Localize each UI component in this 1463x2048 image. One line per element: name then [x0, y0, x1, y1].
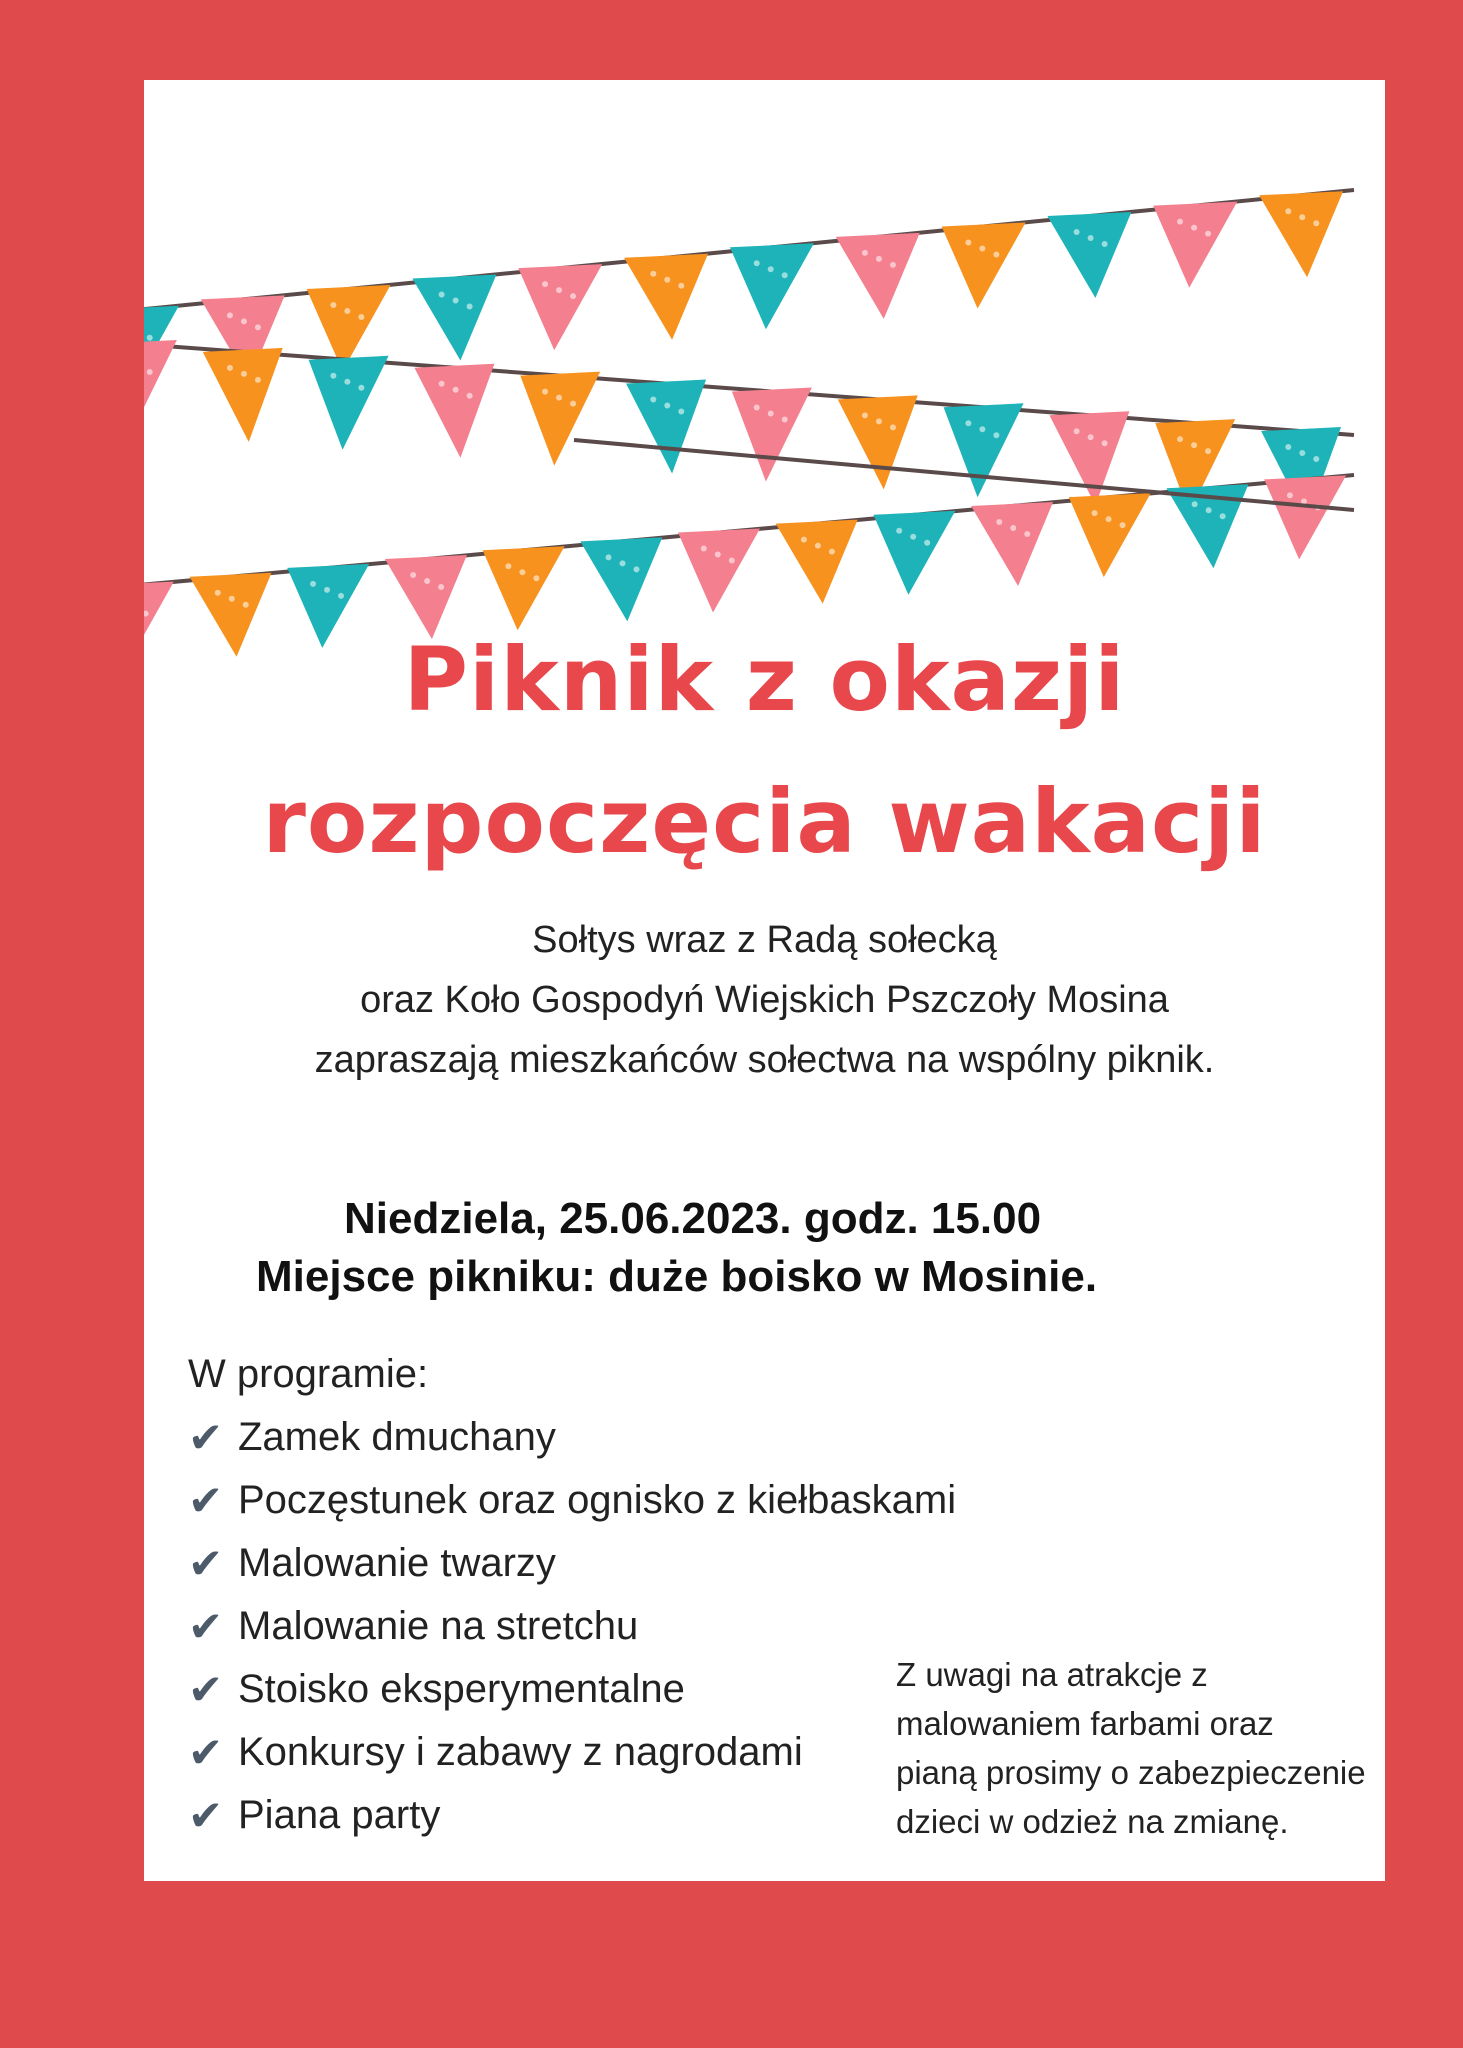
bunting-flag-dot: [330, 373, 336, 379]
program-list: [188, 1342, 956, 1847]
check-mark-icon: ✔: [188, 1727, 224, 1777]
bunting-flag: [309, 356, 389, 450]
bunting-flag: [836, 233, 920, 319]
bunting-flag-dot: [229, 596, 235, 602]
bunting-flag-dot: [243, 602, 249, 608]
bunting-flag-dot: [650, 271, 656, 277]
bunting-flag-dot: [862, 250, 868, 256]
bunting-flag-dot: [147, 335, 153, 341]
bunting-flag-dot: [1220, 513, 1226, 519]
bunting-flag-dot: [910, 534, 916, 540]
bunting-flag-dot: [979, 426, 985, 432]
bunting-flag-dot: [467, 304, 473, 310]
bunting-flag-dot: [1106, 516, 1112, 522]
bunting-flag-dot: [768, 266, 774, 272]
bunting-flag-dot: [147, 369, 153, 375]
bunting-flag-dot: [1074, 428, 1080, 434]
invitation-line: zapraszają mieszkańców sołectwa na wspólny piknik.: [314, 1039, 1215, 1081]
bunting-flag-dot: [876, 418, 882, 424]
bunting-flag-dot: [1177, 436, 1183, 442]
bunting-decoration: [144, 80, 1385, 700]
bunting-flag-dot: [1313, 220, 1319, 226]
bunting-flag-dot: [358, 314, 364, 320]
bunting-flag: [730, 243, 814, 329]
check-mark-icon: ✔: [188, 1601, 224, 1651]
bunting-flag-dot: [729, 558, 735, 564]
bunting-flag: [776, 520, 858, 604]
bunting-flag-dot: [310, 581, 316, 587]
bunting-flag-dot: [556, 287, 562, 293]
bunting-flag: [1259, 191, 1343, 277]
bunting-flag-dot: [1285, 444, 1291, 450]
poster-sheet: [144, 80, 1385, 1881]
bunting-flag-dot: [241, 318, 247, 324]
bunting-flag-dot: [924, 540, 930, 546]
bunting-flag-dot: [1313, 456, 1319, 462]
bunting-flag-dot: [678, 409, 684, 415]
bunting-flag: [580, 537, 662, 621]
bunting-flag-dot: [570, 293, 576, 299]
bunting-flag-dot: [1088, 434, 1094, 440]
program-item: ✔ Piana party: [188, 1790, 441, 1840]
note-line: malowaniem farbami oraz: [896, 1705, 1274, 1742]
bunting-flag: [518, 264, 602, 350]
bunting-flag-dot: [439, 381, 445, 387]
bunting-flag: [144, 340, 177, 434]
bunting-flag-dot: [1191, 225, 1197, 231]
bunting-flag-dot: [439, 292, 445, 298]
bunting-flag: [1264, 475, 1346, 559]
note-line: pianą prosimy o zabezpieczenie: [896, 1754, 1366, 1791]
bunting-flag-dot: [678, 283, 684, 289]
bunting-flag-dot: [1177, 219, 1183, 225]
bunting-flag-dot: [338, 593, 344, 599]
bunting-flag: [1153, 202, 1237, 288]
bunting-flag-dot: [330, 302, 336, 308]
bunting-flag-dot: [890, 262, 896, 268]
bunting-flag: [678, 529, 760, 613]
program-item: ✔ Poczęstunek oraz ognisko z kiełbaskami: [188, 1475, 957, 1525]
bunting-flag-dot: [965, 239, 971, 245]
bunting-flag-dot: [344, 308, 350, 314]
bunting-flag-dot: [754, 404, 760, 410]
bunting-flag: [971, 502, 1053, 586]
bunting-flag-dot: [1299, 214, 1305, 220]
bunting-flag-dot: [815, 543, 821, 549]
bunting-flag-dot: [542, 281, 548, 287]
bunting-flag-dot: [1285, 208, 1291, 214]
event-place: Miejsce pikniku: duże boisko w Mosinie.: [256, 1252, 1098, 1301]
poster-title-line-2: rozpoczęcia wakacji: [262, 770, 1267, 873]
bunting-flag-dot: [862, 412, 868, 418]
bunting-flag: [626, 380, 706, 474]
bunting-flag-dot: [344, 379, 350, 385]
bunting-flag-dot: [890, 424, 896, 430]
bunting-flag-dot: [453, 387, 459, 393]
bunting-flag: [942, 222, 1026, 308]
bunting-flag-dot: [505, 563, 511, 569]
bunting-flag-dot: [227, 365, 233, 371]
bunting-flag: [838, 395, 918, 489]
bunting-flag: [414, 364, 494, 458]
bunting-flag-dot: [876, 256, 882, 262]
bunting-flag-dot: [1092, 510, 1098, 516]
bunting-flag-dot: [1102, 440, 1108, 446]
note-line: dzieci w odzież na zmianę.: [896, 1803, 1289, 1840]
invitation-line: oraz Koło Gospodyń Wiejskich Pszczoły Mosina: [360, 979, 1169, 1021]
clothing-note: [896, 1650, 1376, 1846]
bunting-flag-dot: [896, 528, 902, 534]
bunting-flag-dot: [533, 575, 539, 581]
bunting-flag-dot: [1206, 507, 1212, 513]
bunting-flag-dot: [410, 572, 416, 578]
check-mark-icon: ✔: [188, 1475, 224, 1525]
bunting-flag-dot: [1191, 442, 1197, 448]
note-line: Z uwagi na atrakcje z: [896, 1656, 1208, 1693]
bunting-flag: [873, 511, 955, 595]
bunting-flag-dot: [227, 312, 233, 318]
program-heading: W programie:: [188, 1352, 429, 1396]
bunting-flag: [624, 254, 708, 340]
bunting-flag-dot: [829, 549, 835, 555]
bunting-flag-dot: [782, 272, 788, 278]
check-mark-icon: ✔: [188, 1538, 224, 1588]
bunting-flag: [944, 403, 1024, 497]
bunting-flag-dot: [255, 324, 261, 330]
bunting-flag-dot: [1299, 450, 1305, 456]
bunting-flag-dot: [979, 245, 985, 251]
program-item: ✔ Zamek dmuchany: [188, 1412, 556, 1462]
bunting-flag: [203, 348, 283, 442]
bunting-flag-dot: [1024, 531, 1030, 537]
bunting-flag-dot: [606, 554, 612, 560]
bunting-flag-dot: [996, 519, 1002, 525]
bunting-flag-dot: [1088, 235, 1094, 241]
bunting-flag-dot: [1205, 448, 1211, 454]
check-mark-icon: ✔: [188, 1790, 224, 1840]
bunting-flag-dot: [1192, 501, 1198, 507]
bunting-flag-dot: [1010, 525, 1016, 531]
bunting-flag-dot: [453, 298, 459, 304]
bunting-flag-dot: [701, 546, 707, 552]
bunting-flag-dot: [324, 587, 330, 593]
bunting-flag-dot: [255, 377, 261, 383]
bunting-flag-dot: [965, 420, 971, 426]
poster-title-line-1: Piknik z okazji: [403, 628, 1126, 731]
bunting-flag: [520, 372, 600, 466]
bunting-flag-dot: [1120, 522, 1126, 528]
invitation-line: Sołtys wraz z Radą sołecką: [532, 919, 997, 961]
event-date: Niedziela, 25.06.2023. godz. 15.00: [344, 1194, 1042, 1243]
check-mark-icon: ✔: [188, 1664, 224, 1714]
bunting-flag-dot: [993, 251, 999, 257]
bunting-flag-dot: [424, 578, 430, 584]
bunting-flag-dot: [1205, 231, 1211, 237]
bunting-flag-dot: [215, 590, 221, 596]
bunting-flag-dot: [438, 584, 444, 590]
bunting-flag: [732, 387, 812, 481]
bunting-flag-dot: [620, 560, 626, 566]
bunting-flag: [1069, 493, 1151, 577]
bunting-flag: [385, 555, 467, 639]
bunting-flag-dot: [1102, 241, 1108, 247]
bunting-flag-dot: [556, 395, 562, 401]
bunting-flag: [412, 275, 496, 361]
bunting-flag-dot: [993, 432, 999, 438]
bunting-flag: [1049, 411, 1129, 505]
bunting-flag-dot: [664, 403, 670, 409]
program-item: ✔ Konkursy i zabawy z nagrodami: [188, 1727, 803, 1777]
bunting-flag-dot: [1287, 492, 1293, 498]
bunting-flag-dot: [715, 552, 721, 558]
bunting-flag: [1047, 212, 1131, 298]
check-mark-icon: ✔: [188, 1412, 224, 1462]
bunting-flag-dot: [754, 260, 760, 266]
bunting-flag-dot: [1074, 229, 1080, 235]
bunting-flag-dot: [782, 416, 788, 422]
bunting-flag-dot: [768, 410, 774, 416]
bunting-flag-dot: [801, 537, 807, 543]
program-item: ✔ Malowanie twarzy: [188, 1538, 556, 1588]
invitation-text: [144, 910, 1385, 1090]
bunting-flag-dot: [664, 277, 670, 283]
program-item: ✔ Malowanie na stretchu: [188, 1601, 639, 1651]
bunting-flag-dot: [467, 393, 473, 399]
bunting-flag-dot: [570, 401, 576, 407]
bunting-flag-dot: [634, 566, 640, 572]
program-item: ✔ Stoisko eksperymentalne: [188, 1664, 685, 1714]
bunting-flag-dot: [241, 371, 247, 377]
bunting-flag-dot: [542, 389, 548, 395]
bunting-flag-dot: [358, 385, 364, 391]
bunting-flag-dot: [650, 397, 656, 403]
bunting-flag-dot: [519, 569, 525, 575]
bunting-flag: [483, 546, 565, 630]
